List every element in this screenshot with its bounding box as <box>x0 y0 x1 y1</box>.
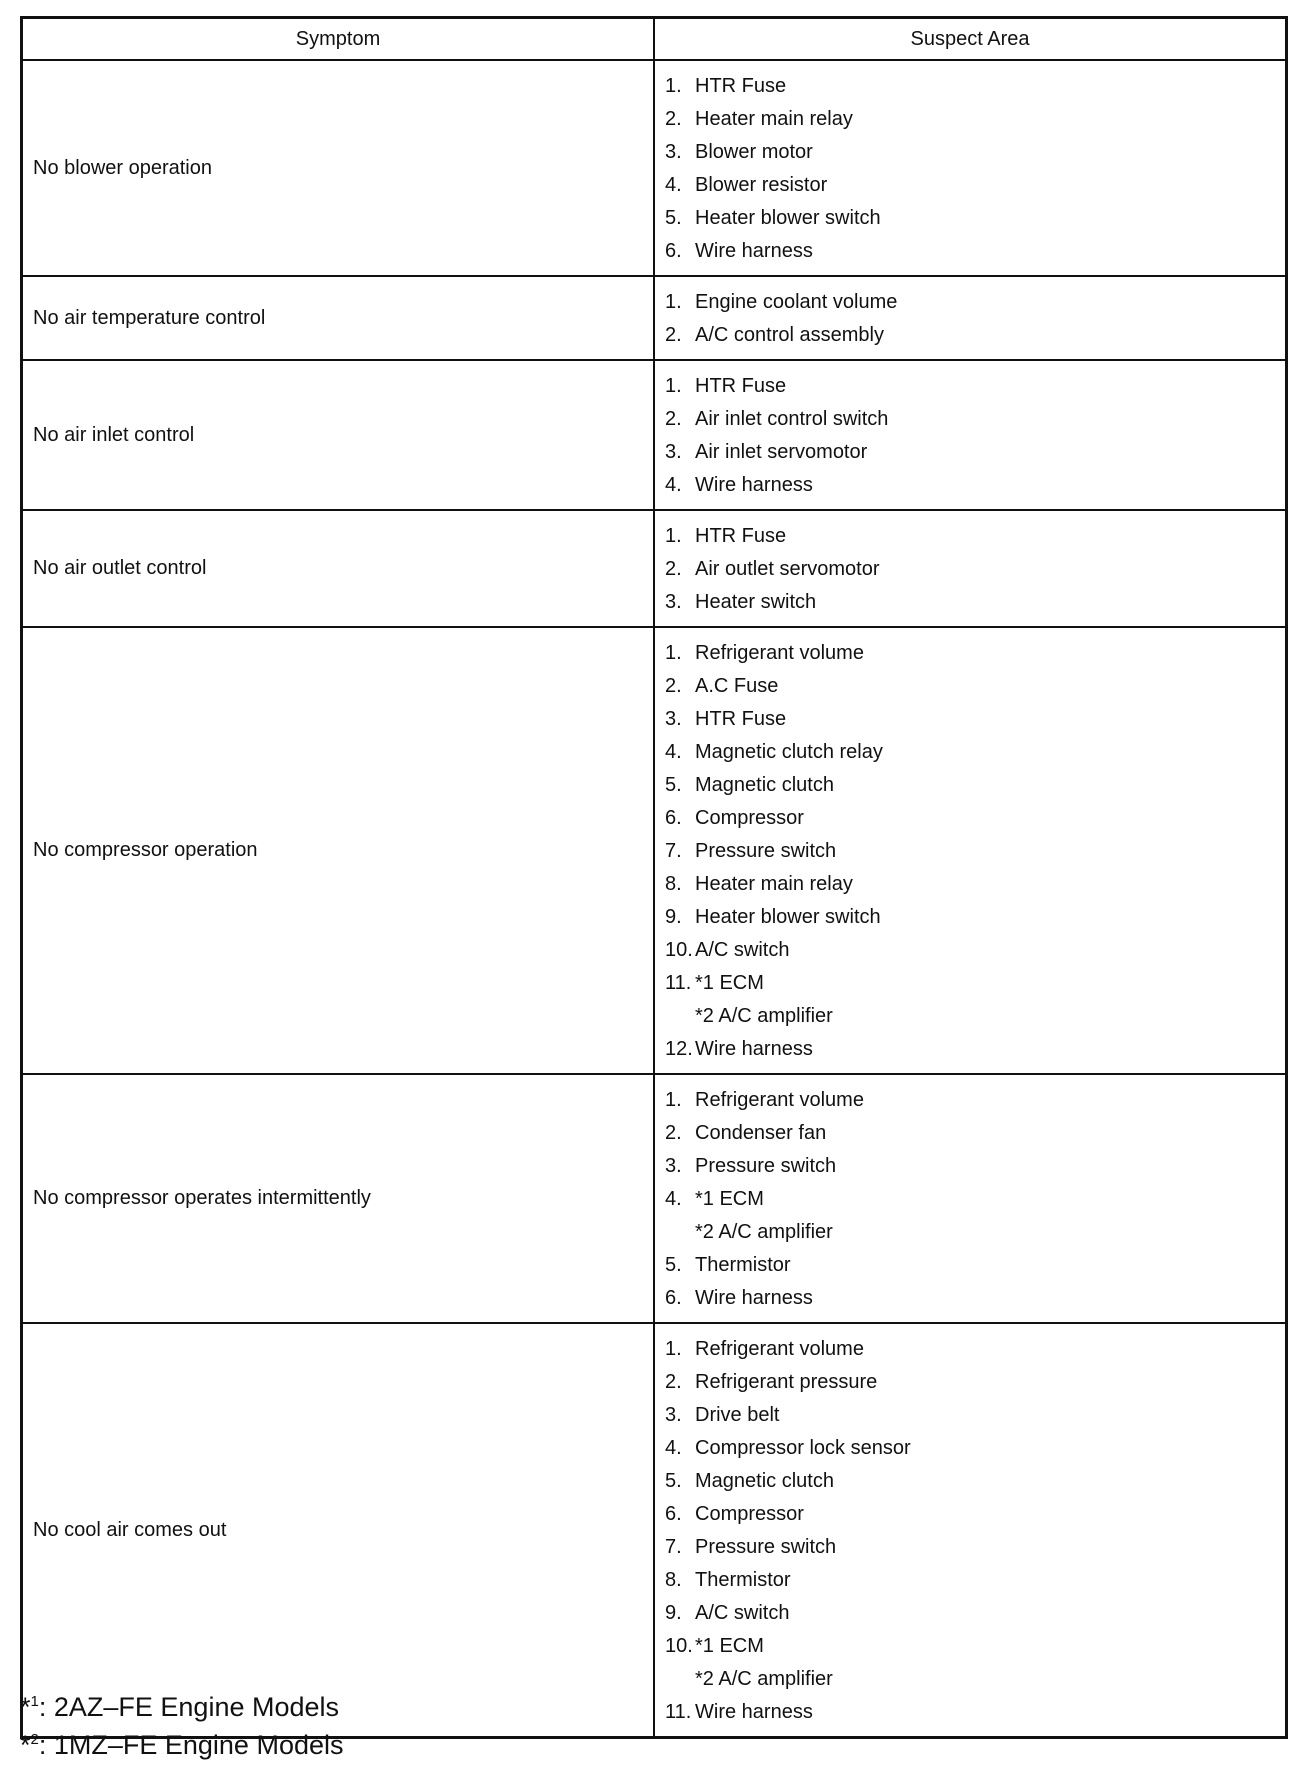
suspect-area-item <box>665 1000 1285 1033</box>
item-number: 1. <box>665 1089 682 1111</box>
item-number: 1. <box>665 375 682 397</box>
suspect-area-item <box>665 703 1285 736</box>
suspect-area-item <box>665 520 1285 553</box>
item-number: 11. <box>665 1701 692 1723</box>
item-text: *2 A/C amplifier <box>695 1221 833 1243</box>
item-text: Wire harness <box>695 1038 813 1060</box>
item-number: 6. <box>665 1503 682 1525</box>
suspect-area-cell <box>654 60 1287 276</box>
item-number: 8. <box>665 873 682 895</box>
item-number: 6. <box>665 1287 682 1309</box>
footnote-sup: 2 <box>30 1731 39 1748</box>
item-text: Magnetic clutch <box>695 774 834 796</box>
table-row <box>22 360 1287 510</box>
item-text: Air inlet control switch <box>695 408 889 430</box>
suspect-area-item <box>665 1399 1285 1432</box>
item-text: Air outlet servomotor <box>695 558 880 580</box>
item-text: HTR Fuse <box>695 75 787 97</box>
suspect-area-item <box>665 1597 1285 1630</box>
item-text: Refrigerant volume <box>695 1338 864 1360</box>
item-text: Magnetic clutch relay <box>695 741 883 763</box>
suspect-area-item <box>665 1366 1285 1399</box>
item-text: Thermistor <box>695 1254 791 1276</box>
item-number: 4. <box>665 1188 682 1210</box>
item-number: 2. <box>665 1122 682 1144</box>
suspect-area-item <box>665 802 1285 835</box>
symptom-cell: No air outlet control <box>22 510 655 627</box>
table-row <box>22 1074 1287 1323</box>
suspect-area-item <box>665 1432 1285 1465</box>
item-number: 2. <box>665 408 682 430</box>
item-text: Pressure switch <box>695 840 837 862</box>
suspect-area-item <box>665 70 1285 103</box>
suspect-area-item <box>665 934 1285 967</box>
item-text: *2 A/C amplifier <box>695 1668 833 1690</box>
item-number: 6. <box>665 240 682 262</box>
suspect-area-item <box>665 370 1285 403</box>
table-row <box>22 60 1287 276</box>
suspect-area-item <box>665 967 1285 1000</box>
item-text: *1 ECM <box>695 972 764 994</box>
suspect-area-item <box>665 868 1285 901</box>
item-text: Compressor <box>695 1503 804 1525</box>
suspect-area-item <box>665 436 1285 469</box>
suspect-area-item <box>665 553 1285 586</box>
table-row <box>22 627 1287 1074</box>
suspect-area-item <box>665 1249 1285 1282</box>
suspect-area-item <box>665 103 1285 136</box>
item-number: 2. <box>665 1371 682 1393</box>
item-text: Pressure switch <box>695 1155 837 1177</box>
suspect-area-cell <box>654 360 1287 510</box>
suspect-area-cell <box>654 1323 1287 1738</box>
footnote-text: : 2AZ–FE Engine Models <box>38 1692 340 1722</box>
item-text: Pressure switch <box>695 1536 837 1558</box>
symptom-cell: No compressor operates intermittently <box>22 1074 655 1323</box>
suspect-area-item <box>665 1498 1285 1531</box>
suspect-area-item <box>665 1084 1285 1117</box>
suspect-area-item <box>665 769 1285 802</box>
item-number: 12. <box>665 1038 693 1060</box>
item-number: 9. <box>665 906 682 928</box>
item-text: Drive belt <box>695 1404 780 1426</box>
item-number: 6. <box>665 807 682 829</box>
item-number: 7. <box>665 1536 682 1558</box>
item-text: HTR Fuse <box>695 525 787 547</box>
item-text: HTR Fuse <box>695 375 787 397</box>
suspect-area-item <box>665 136 1285 169</box>
item-text: Compressor <box>695 807 804 829</box>
item-number: 1. <box>665 75 682 97</box>
item-number: 3. <box>665 441 682 463</box>
item-text: Heater blower switch <box>695 207 881 229</box>
item-number: 4. <box>665 741 682 763</box>
item-number: 5. <box>665 774 682 796</box>
item-number: 8. <box>665 1569 682 1591</box>
suspect-area-item <box>665 286 1285 319</box>
item-text: Wire harness <box>695 240 813 262</box>
suspect-area-item <box>665 202 1285 235</box>
item-number: 2. <box>665 324 682 346</box>
suspect-area-item <box>665 1282 1285 1315</box>
item-text: Thermistor <box>695 1569 791 1591</box>
suspect-area-item <box>665 235 1285 268</box>
item-number: 10. <box>665 1635 693 1657</box>
suspect-area-item <box>665 736 1285 769</box>
item-text: A.C Fuse <box>695 675 779 697</box>
item-number: 7. <box>665 840 682 862</box>
item-number: 1. <box>665 642 682 664</box>
suspect-area-item <box>665 637 1285 670</box>
suspect-area-item <box>665 1663 1285 1696</box>
footnote-mark: * <box>20 1730 31 1760</box>
item-number: 11. <box>665 972 692 994</box>
symptom-cell: No air temperature control <box>22 276 655 360</box>
suspect-area-cell <box>654 627 1287 1074</box>
suspect-area-item <box>665 1333 1285 1366</box>
suspect-area-item <box>665 1033 1285 1066</box>
item-text: Wire harness <box>695 474 813 496</box>
item-text: HTR Fuse <box>695 708 787 730</box>
item-number: 3. <box>665 591 682 613</box>
suspect-area-item <box>665 586 1285 619</box>
item-text: *1 ECM <box>695 1635 764 1657</box>
item-number: 5. <box>665 1470 682 1492</box>
suspect-area-item <box>665 1150 1285 1183</box>
item-number: 3. <box>665 141 682 163</box>
item-number: 1. <box>665 525 682 547</box>
item-text: *2 A/C amplifier <box>695 1005 833 1027</box>
item-text: Heater blower switch <box>695 906 881 928</box>
item-text: Wire harness <box>695 1701 813 1723</box>
table-row <box>22 510 1287 627</box>
suspect-area-item <box>665 1183 1285 1216</box>
footnote-mark: * <box>20 1692 31 1722</box>
footnote-sup: 1 <box>30 1693 39 1710</box>
suspect-area-item <box>665 319 1285 352</box>
item-number: 4. <box>665 1437 682 1459</box>
item-number: 3. <box>665 708 682 730</box>
table-row <box>22 276 1287 360</box>
suspect-area-item <box>665 1465 1285 1498</box>
item-text: A/C switch <box>695 1602 790 1624</box>
suspect-area-item <box>665 835 1285 868</box>
suspect-area-item <box>665 1564 1285 1597</box>
item-text: Wire harness <box>695 1287 813 1309</box>
item-text: Engine coolant volume <box>695 291 898 313</box>
suspect-area-item <box>665 1630 1285 1663</box>
table-row <box>22 1323 1287 1738</box>
item-number: 3. <box>665 1404 682 1426</box>
item-text: Heater switch <box>695 591 817 613</box>
symptom-table <box>20 16 1288 1739</box>
item-number: 1. <box>665 291 682 313</box>
suspect-area-cell <box>654 1074 1287 1323</box>
suspect-area-item <box>665 670 1285 703</box>
suspect-area-item <box>665 1216 1285 1249</box>
footnote-1 <box>20 1688 344 1726</box>
item-number: 3. <box>665 1155 682 1177</box>
symptom-cell: No compressor operation <box>22 627 655 1074</box>
item-number: 5. <box>665 207 682 229</box>
suspect-area-item <box>665 1531 1285 1564</box>
item-number: 5. <box>665 1254 682 1276</box>
suspect-area-item <box>665 901 1285 934</box>
suspect-area-item <box>665 469 1285 502</box>
item-number: 2. <box>665 108 682 130</box>
item-number: 10. <box>665 939 693 961</box>
footnotes <box>20 1688 344 1764</box>
item-text: Refrigerant volume <box>695 1089 864 1111</box>
footnote-2 <box>20 1726 344 1764</box>
header-suspect-area: Suspect Area <box>654 18 1287 61</box>
suspect-area-cell <box>654 276 1287 360</box>
item-text: A/C control assembly <box>695 324 884 346</box>
symptom-cell: No cool air comes out <box>22 1323 655 1738</box>
footnote-text: : 1MZ–FE Engine Models <box>38 1730 344 1760</box>
suspect-area-item <box>665 1117 1285 1150</box>
symptom-cell: No air inlet control <box>22 360 655 510</box>
item-text: Air inlet servomotor <box>695 441 868 463</box>
item-number: 4. <box>665 174 682 196</box>
item-number: 1. <box>665 1338 682 1360</box>
item-number: 4. <box>665 474 682 496</box>
item-text: Condenser fan <box>695 1122 827 1144</box>
item-text: A/C switch <box>695 939 790 961</box>
item-text: Blower motor <box>695 141 813 163</box>
item-text: Refrigerant pressure <box>695 1371 878 1393</box>
suspect-area-item <box>665 169 1285 202</box>
suspect-area-item <box>665 1696 1285 1729</box>
symptom-cell: No blower operation <box>22 60 655 276</box>
table-body <box>22 60 1287 1738</box>
item-number: 2. <box>665 675 682 697</box>
item-text: Blower resistor <box>695 174 828 196</box>
suspect-area-item <box>665 403 1285 436</box>
header-row <box>22 18 1287 61</box>
item-text: Compressor lock sensor <box>695 1437 911 1459</box>
item-text: Heater main relay <box>695 873 853 895</box>
item-text: Heater main relay <box>695 108 853 130</box>
item-text: *1 ECM <box>695 1188 764 1210</box>
suspect-area-cell <box>654 510 1287 627</box>
item-text: Refrigerant volume <box>695 642 864 664</box>
item-text: Magnetic clutch <box>695 1470 834 1492</box>
item-number: 2. <box>665 558 682 580</box>
item-number: 9. <box>665 1602 682 1624</box>
header-symptom: Symptom <box>22 18 655 61</box>
